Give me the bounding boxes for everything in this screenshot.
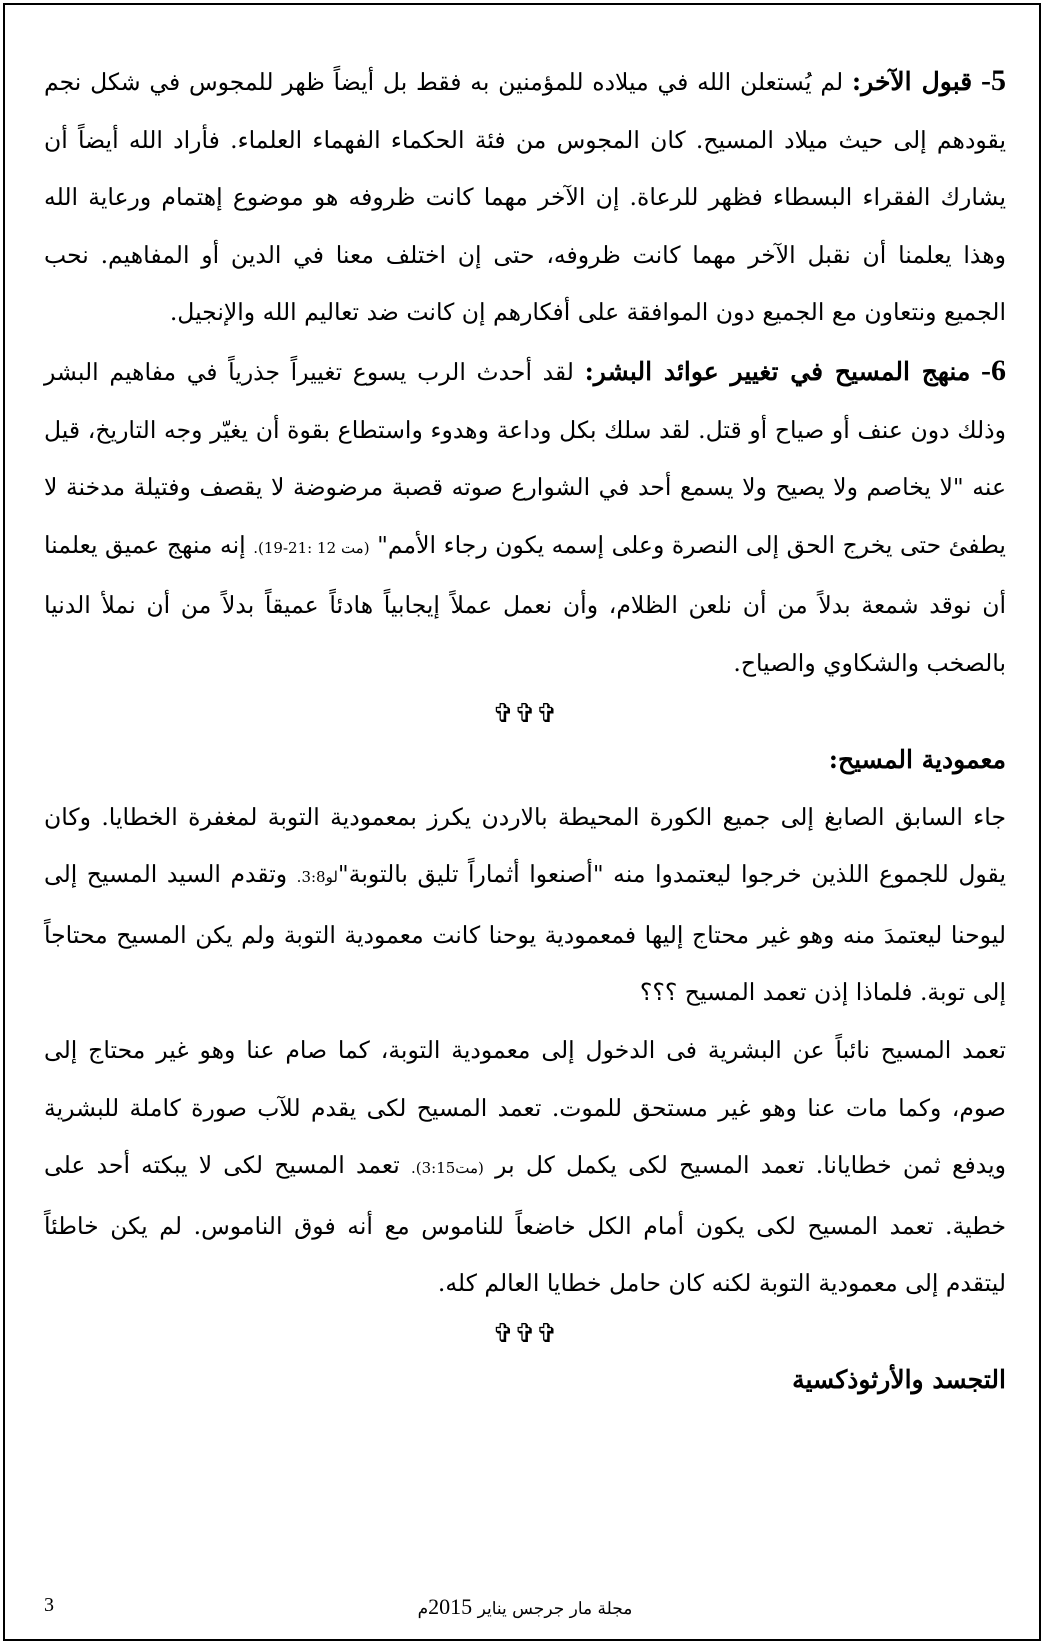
text-line: كاملة للبشرية ويدفع ثمن خطايانا. تعمد المسيح لكى يكمل كل بر bbox=[44, 1093, 1007, 1180]
magazine-footer-title bbox=[44, 1594, 1006, 1620]
bible-reference: (مت 12 :21-19). bbox=[253, 538, 370, 557]
point-heading: منهج المسيح في تغيير عوائد البشر: bbox=[584, 356, 971, 386]
cross-divider bbox=[44, 1319, 1006, 1349]
point-heading: قبول الآخر: bbox=[851, 67, 973, 96]
text-line: تعمد المسيح bbox=[274, 1151, 400, 1180]
text-line: وأن نعمل عملاً إيجابياً هادئاً عميقاً بدلاً من أن نملأ الدنيا بالصخب والشكاوي والصياح. bbox=[44, 591, 1006, 677]
text-line: مرضوضة لا يقصف وفتيلة مدخنة لا يطفئ حتى يخرج الحق إلى النصرة وعلى إسمه يكون bbox=[44, 473, 1006, 559]
article-body bbox=[44, 52, 1006, 1409]
bible-reference: (مت3:15). bbox=[410, 1159, 484, 1178]
cross-divider bbox=[44, 699, 1006, 729]
baptism-paragraph-2 bbox=[44, 1022, 1006, 1313]
point-number: 6- bbox=[980, 353, 1006, 387]
page-footer bbox=[44, 1594, 1006, 1628]
cross-icon: ✞✞✞ bbox=[492, 698, 558, 729]
point-number: 5- bbox=[980, 64, 1006, 97]
text-line: شكل نجم يقودهم إلى حيث ميلاد المسيح. كان المجوس من فئة الحكماء الفهماء العلماء. bbox=[44, 68, 1006, 154]
magazine-name: مجلة مار جرجس يناير bbox=[477, 1599, 633, 1619]
bible-reference: لو3:8. bbox=[296, 868, 338, 887]
text-line: لقد أحدث الرب يسوع تغييراً جذرياً في مفاهيم bbox=[109, 357, 574, 386]
text-line: المسيح إلى ليوحنا ليعتمدَ منه وهو غير محتاج إليها فمعمودية يوحنا كانت معمودية التوبة ولم bbox=[44, 860, 1006, 949]
magazine-year: 2015 bbox=[428, 1594, 473, 1619]
text-line: لم يُستعلن الله في ميلاده للمؤمنين به فقط بل أيضاً ظهر للمجوس في bbox=[149, 68, 844, 96]
point-5-paragraph bbox=[44, 52, 1006, 342]
section-title-incarnation: التجسد والأرثوذكسية bbox=[792, 1364, 1006, 1394]
text-line: وكان يقول للجموع اللذين خرجوا ليعتمدوا منه "أصنعوا أثماراً تليق بالتوبة" bbox=[44, 802, 1006, 889]
text-line: لكى لا يبكته أحد على خطية. تعمد المسيح لكى يكون أمام الكل خاضعاً للناموس مع أنه bbox=[44, 1151, 1006, 1240]
text-line: معنا في الدين أو المفاهيم. نحب الجميع ونتعاون مع الجميع دون الموافقة على أفكارهم إن bbox=[44, 240, 1006, 327]
text-line: كانت ضد تعاليم الله والإنجيل. bbox=[169, 298, 455, 327]
page-number: 3 bbox=[44, 1594, 54, 1616]
text-line: يغيّر وجه التاريخ، قيل عنه "لا يخاصم ولا يصيح ولا يسمع أحد في الشوارع صوته قصبة bbox=[44, 415, 1006, 502]
text-line: موضوع إهتمام ورعاية الله وهذا يعلمنا أن نقبل الآخر مهما كانت ظروفه، حتى إن اختلف bbox=[44, 183, 1007, 269]
text-line: وتقدم السيد bbox=[166, 860, 288, 889]
section-title-baptism: معمودية المسيح: bbox=[828, 744, 1006, 774]
text-line: فأراد الله أيضاً أن يشارك الفقراء البسطاء فظهر للرعاة. إن الآخر مهما كانت ظروفه هو bbox=[44, 125, 1006, 212]
text-line: البشر وذلك دون عنف أو صياح أو قتل. لقد سلك بكل وداعة وهدوء واستطاع بقوة أن bbox=[44, 357, 1006, 444]
text-line: إنه منهج عميق يعلمنا أن نوقد شمعة بدلاً من أن نلعن الظلام، bbox=[44, 530, 1006, 620]
text-line: رجاء الأمم" bbox=[377, 530, 488, 559]
text-line: جاء السابق الصابغ إلى جميع الكورة المحيطة بالاردن يكرز بمعمودية التوبة لمغفرة الخطايا. bbox=[101, 802, 1006, 831]
text-line: تعمد المسيح نائباً عن البشرية فى الدخول إلى معمودية التوبة، كما صام عنا وهو غير محتاج bbox=[88, 1035, 1006, 1064]
year-suffix: م bbox=[417, 1599, 429, 1619]
text-line: إلى صوم، وكما مات عنا وهو غير مستحق للموت. تعمد المسيح لكى يقدم للآب صورة bbox=[44, 1035, 1006, 1122]
cross-icon: ✞✞✞ bbox=[492, 1318, 558, 1349]
point-6-paragraph bbox=[44, 342, 1006, 693]
text-line: فوق الناموس. لم يكن خاطئاً ليتقدم إلى معمودية التوبة لكنه كان حامل خطايا العالم كله. bbox=[44, 1211, 1006, 1298]
text-line: يكن المسيح محتاجاً إلى توبة. فلماذا إذن تعمد المسيح ؟؟؟ bbox=[44, 920, 1006, 1007]
baptism-paragraph-1 bbox=[44, 789, 1006, 1022]
